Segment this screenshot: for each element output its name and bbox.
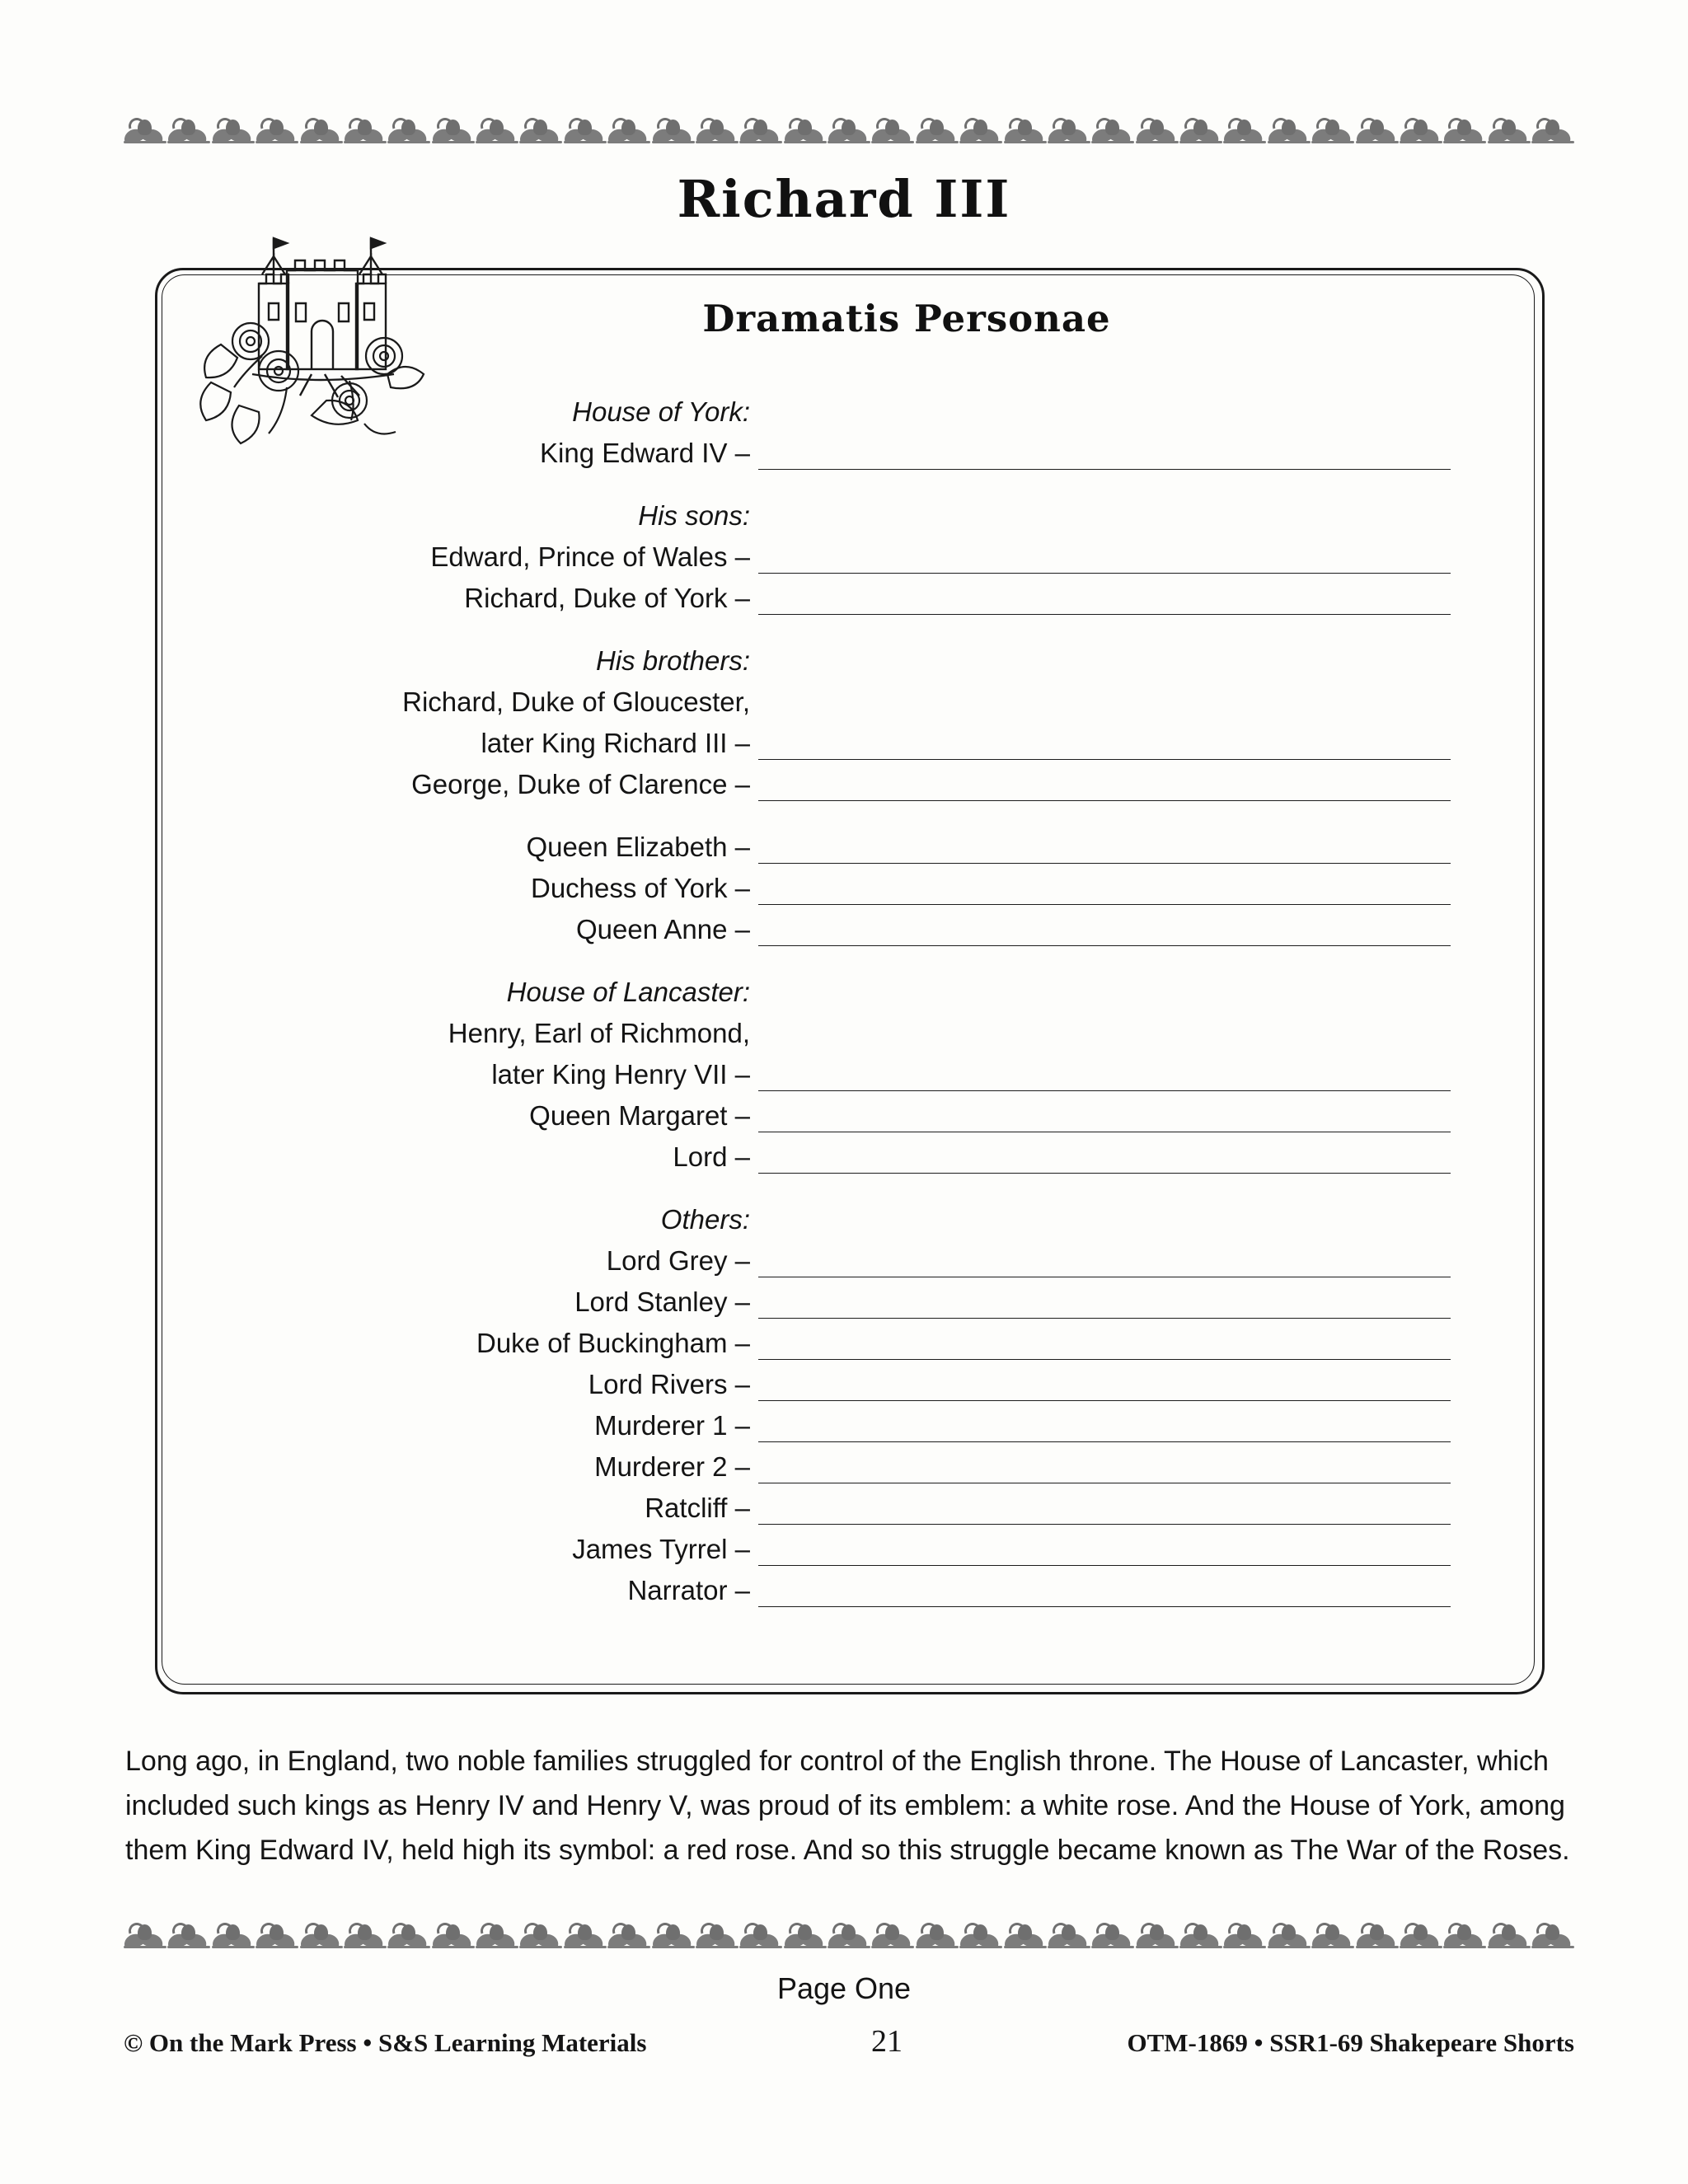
cast-character-label: Henry, Earl of Richmond, bbox=[448, 1018, 750, 1048]
page-footer bbox=[124, 2023, 1574, 2060]
answer-blank-line[interactable] bbox=[758, 1290, 1451, 1319]
vine-motif-icon bbox=[300, 116, 343, 152]
vine-motif-icon bbox=[1356, 1921, 1399, 1957]
cast-row bbox=[206, 532, 1508, 574]
vine-motif-icon bbox=[959, 116, 1002, 152]
row-filler bbox=[758, 649, 1451, 677]
vine-motif-icon bbox=[1531, 116, 1574, 152]
list-spacer bbox=[206, 946, 1508, 968]
answer-blank-line[interactable] bbox=[758, 1413, 1451, 1442]
vine-motif-icon bbox=[1531, 1921, 1574, 1957]
cast-character-label: George, Duke of Clarence – bbox=[411, 769, 750, 799]
vine-motif-icon bbox=[1004, 1921, 1047, 1957]
vine-motif-icon bbox=[432, 116, 475, 152]
row-filler bbox=[758, 1208, 1451, 1236]
vine-motif-icon bbox=[1311, 116, 1354, 152]
vine-motif-icon bbox=[1443, 116, 1486, 152]
vine-motif-icon bbox=[1311, 1921, 1354, 1957]
row-filler bbox=[758, 691, 1451, 719]
cast-character-label: Lord Rivers – bbox=[588, 1369, 750, 1399]
cast-character-label: Richard, Duke of Gloucester, bbox=[402, 687, 750, 717]
vine-motif-icon bbox=[1048, 116, 1090, 152]
cast-row bbox=[206, 574, 1508, 615]
cast-group-heading bbox=[206, 1195, 1508, 1236]
cast-group-label: His sons: bbox=[638, 500, 750, 531]
cast-row bbox=[206, 1360, 1508, 1401]
row-filler bbox=[758, 504, 1451, 532]
vine-motif-icon bbox=[784, 116, 827, 152]
answer-blank-line[interactable] bbox=[758, 876, 1451, 905]
cast-character-label: later King Richard III – bbox=[481, 728, 750, 758]
vine-motif-icon bbox=[564, 116, 607, 152]
vine-motif-icon bbox=[1136, 116, 1179, 152]
vine-motif-icon bbox=[916, 1921, 959, 1957]
vine-motif-icon bbox=[1443, 1921, 1486, 1957]
cast-character-label: James Tyrrel – bbox=[572, 1534, 750, 1564]
answer-blank-line[interactable] bbox=[758, 1372, 1451, 1401]
cast-row bbox=[206, 864, 1508, 905]
page-title: Richard III bbox=[677, 169, 1011, 229]
cast-character-label: Lord Stanley – bbox=[574, 1286, 750, 1317]
vine-motif-icon bbox=[124, 116, 166, 152]
list-spacer bbox=[206, 615, 1508, 636]
vine-motif-icon bbox=[784, 1921, 827, 1957]
answer-blank-line[interactable] bbox=[758, 441, 1451, 470]
cast-row bbox=[206, 1319, 1508, 1360]
vine-motif-icon bbox=[519, 116, 562, 152]
answer-blank-line[interactable] bbox=[758, 772, 1451, 801]
cast-row bbox=[206, 1525, 1508, 1566]
vine-motif-icon bbox=[344, 116, 387, 152]
vine-motif-icon bbox=[1356, 116, 1399, 152]
cast-group-label: His brothers: bbox=[595, 645, 750, 676]
vine-motif-icon bbox=[124, 1921, 166, 1957]
cast-group-label: House of York: bbox=[572, 396, 750, 427]
vine-motif-icon bbox=[167, 116, 210, 152]
vine-motif-icon bbox=[739, 116, 782, 152]
vine-motif-icon bbox=[652, 116, 695, 152]
cast-row bbox=[206, 823, 1508, 864]
answer-blank-line[interactable] bbox=[758, 731, 1451, 760]
answer-blank-line[interactable] bbox=[758, 545, 1451, 574]
vine-motif-icon bbox=[167, 1921, 210, 1957]
cast-character-label: Narrator – bbox=[627, 1575, 750, 1605]
row-filler bbox=[758, 1022, 1451, 1050]
cast-row bbox=[206, 1050, 1508, 1091]
vine-motif-icon bbox=[739, 1921, 782, 1957]
footer-product-code: OTM-1869 • SSR1-69 Shakepeare Shorts bbox=[1127, 2028, 1574, 2057]
vine-motif-icon bbox=[1488, 1921, 1531, 1957]
cast-character-label: Queen Elizabeth – bbox=[526, 832, 750, 862]
answer-blank-line[interactable] bbox=[758, 1249, 1451, 1277]
row-filler bbox=[758, 401, 1451, 429]
vine-motif-icon bbox=[1179, 116, 1222, 152]
answer-blank-line[interactable] bbox=[758, 1496, 1451, 1525]
vine-motif-icon bbox=[871, 1921, 914, 1957]
cast-character-label: Ratcliff – bbox=[645, 1493, 750, 1523]
cast-group-heading bbox=[206, 636, 1508, 677]
cast-character-label: King Edward IV – bbox=[540, 438, 750, 468]
vine-motif-icon bbox=[607, 116, 650, 152]
vine-motif-icon bbox=[696, 116, 738, 152]
cast-character-label: Duke of Buckingham – bbox=[476, 1328, 750, 1358]
vine-motif-icon bbox=[1400, 1921, 1442, 1957]
cast-group-heading bbox=[206, 491, 1508, 532]
vine-motif-icon bbox=[1268, 1921, 1311, 1957]
vine-motif-icon bbox=[959, 1921, 1002, 1957]
vine-motif-icon bbox=[300, 1921, 343, 1957]
cast-group-label: Others: bbox=[660, 1204, 750, 1235]
vine-motif-icon bbox=[696, 1921, 738, 1957]
answer-blank-line[interactable] bbox=[758, 1145, 1451, 1174]
cast-group-label: House of Lancaster: bbox=[506, 977, 750, 1007]
cast-row bbox=[206, 677, 1508, 719]
cast-character-label: Murderer 1 – bbox=[594, 1410, 750, 1441]
vine-motif-icon bbox=[1268, 116, 1311, 152]
answer-blank-line[interactable] bbox=[758, 835, 1451, 864]
vine-motif-icon bbox=[916, 116, 959, 152]
vine-motif-icon bbox=[652, 1921, 695, 1957]
page-label: Page One bbox=[776, 1971, 912, 2005]
vine-motif-icon bbox=[1179, 1921, 1222, 1957]
vine-motif-icon bbox=[1400, 116, 1442, 152]
vine-motif-icon bbox=[212, 1921, 255, 1957]
vine-motif-icon bbox=[1488, 116, 1531, 152]
vine-motif-icon bbox=[519, 1921, 562, 1957]
cast-character-label: later King Henry VII – bbox=[491, 1059, 750, 1090]
section-title: Dramatis Personae bbox=[702, 297, 1111, 340]
vine-motif-icon bbox=[1223, 1921, 1266, 1957]
vine-motif-icon bbox=[1136, 1921, 1179, 1957]
cast-row bbox=[206, 1132, 1508, 1174]
vine-motif-icon bbox=[387, 116, 430, 152]
vine-motif-icon bbox=[256, 116, 298, 152]
intro-paragraph: Long ago, in England, two noble families struggled for control of the English throne. The House of Lancaster, which included such kings as Henry IV and Henry V, was proud of its emblem: a white rose. And the House of York, among them King Edward IV, held high its symbol: a red rose. And so this struggle became known as The War of the Roses. bbox=[125, 1746, 1570, 1866]
cast-character-label: Queen Anne – bbox=[575, 914, 750, 944]
list-spacer bbox=[206, 470, 1508, 491]
answer-blank-line[interactable] bbox=[758, 1331, 1451, 1360]
cast-row bbox=[206, 429, 1508, 470]
cast-row bbox=[206, 1236, 1508, 1277]
answer-blank-line[interactable] bbox=[758, 1455, 1451, 1483]
vine-motif-icon bbox=[1004, 116, 1047, 152]
vine-motif-icon bbox=[1223, 116, 1266, 152]
vine-motif-icon bbox=[828, 1921, 870, 1957]
cast-group-heading bbox=[206, 387, 1508, 429]
decorative-vine-bottom-icon bbox=[124, 1920, 1574, 1958]
cast-character-label: Lord Grey – bbox=[606, 1245, 750, 1276]
cast-character-label: Murderer 2 – bbox=[594, 1451, 750, 1482]
dramatis-personae-list bbox=[206, 387, 1508, 1607]
answer-blank-line[interactable] bbox=[758, 1578, 1451, 1607]
vine-motif-icon bbox=[1091, 1921, 1134, 1957]
cast-row bbox=[206, 1483, 1508, 1525]
vine-motif-icon bbox=[256, 1921, 298, 1957]
cast-row bbox=[206, 760, 1508, 801]
vine-motif-icon bbox=[432, 1921, 475, 1957]
cast-row bbox=[206, 1091, 1508, 1132]
cast-row bbox=[206, 1566, 1508, 1607]
cast-character-label: Lord – bbox=[673, 1141, 750, 1172]
list-spacer bbox=[206, 801, 1508, 823]
vine-motif-icon bbox=[564, 1921, 607, 1957]
answer-blank-line[interactable] bbox=[758, 917, 1451, 946]
cast-character-label: Duchess of York – bbox=[531, 873, 750, 903]
answer-blank-line[interactable] bbox=[758, 586, 1451, 615]
vine-motif-icon bbox=[387, 1921, 430, 1957]
vine-motif-icon bbox=[476, 116, 518, 152]
vine-motif-icon bbox=[828, 116, 870, 152]
cast-row bbox=[206, 905, 1508, 946]
row-filler bbox=[758, 981, 1451, 1009]
cast-row bbox=[206, 1442, 1508, 1483]
vine-motif-icon bbox=[1048, 1921, 1090, 1957]
vine-motif-icon bbox=[476, 1921, 518, 1957]
cast-row bbox=[206, 1401, 1508, 1442]
list-spacer bbox=[206, 1174, 1508, 1195]
vine-motif-icon bbox=[607, 1921, 650, 1957]
cast-character-label: Edward, Prince of Wales – bbox=[430, 541, 750, 572]
decorative-vine-top-icon bbox=[124, 115, 1574, 153]
cast-row bbox=[206, 719, 1508, 760]
vine-motif-icon bbox=[871, 116, 914, 152]
vine-motif-icon bbox=[344, 1921, 387, 1957]
footer-publisher: © On the Mark Press • S&S Learning Materials bbox=[124, 2028, 647, 2057]
cast-character-label: Queen Margaret – bbox=[529, 1100, 750, 1131]
answer-blank-line[interactable] bbox=[758, 1062, 1451, 1091]
cast-character-label: Richard, Duke of York – bbox=[464, 583, 750, 613]
footer-page-number: 21 bbox=[870, 2024, 903, 2059]
cast-row bbox=[206, 1277, 1508, 1319]
cast-group-heading bbox=[206, 968, 1508, 1009]
vine-motif-icon bbox=[212, 116, 255, 152]
answer-blank-line[interactable] bbox=[758, 1537, 1451, 1566]
vine-motif-icon bbox=[1091, 116, 1134, 152]
answer-blank-line[interactable] bbox=[758, 1104, 1451, 1132]
cast-row bbox=[206, 1009, 1508, 1050]
